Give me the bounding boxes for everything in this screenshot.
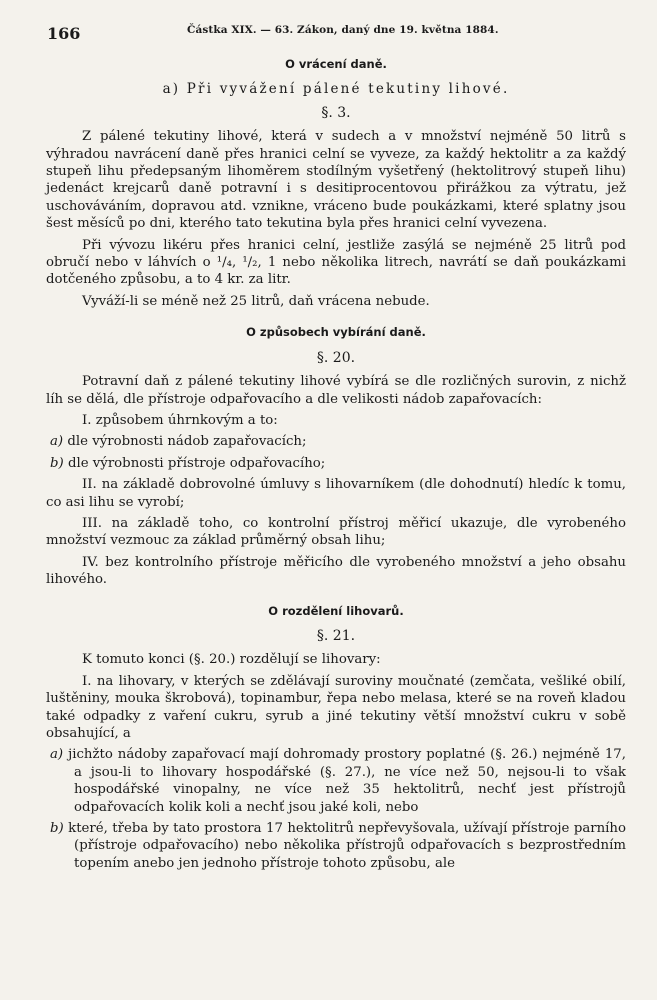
paragraph-number: §. 21. bbox=[316, 627, 356, 644]
page-body bbox=[46, 52, 626, 876]
paragraph: Vyváží-li se méně než 25 litrů, daň vrácena nebude. bbox=[82, 293, 430, 309]
sub-item-text: dle výrobnosti nádob zapařovacích; bbox=[67, 434, 307, 450]
sub-item-label: a) bbox=[50, 434, 64, 450]
subsection-title: a) Při vyvážení pálené tekutiny lihové. bbox=[162, 81, 510, 98]
sub-list-item bbox=[46, 746, 626, 816]
paragraph: K tomuto konci (§. 20.) rozdělují se lihovary: bbox=[82, 652, 381, 668]
page-header bbox=[47, 22, 627, 46]
sub-item-label: a) bbox=[50, 747, 64, 763]
sub-item-text: jichžto nádoby zapařovací mají dohromady prostory poplatné (§. 26.) nejméně 17, a jsou-li to lihovary hospodářské (§. 27.), ne více než 50, nejsou-li to však hospodářské vinopalny, ne více než 35 hektolitrů, nechť jest přístrojů odpařovacích kolik koli a nechť jsou jaké koli, nebo bbox=[68, 747, 626, 815]
sub-list-item bbox=[46, 820, 626, 872]
paragraph: Z pálené tekutiny lihové, která v sudech a v množství nejméně 50 litrů s výhradou navrácení daně přes hranici celní se vyveze, za každý hektolitr a za každý stupeň lihu předepsaným lihoměrem stodílným vyšetřený (hektolitrový stupeň lihu) jedenáct krejcarů daně potravní i s desitiprocentovou přirážkou za výtratu, jež uschováváním, dopravou atd. vznikne, vráceno bude poukázkami, které splatny jsou šest měsíců po dni, kterého tato tekutina byla přes hranici celní vyvezena. bbox=[46, 129, 626, 232]
page-number: 166 bbox=[47, 24, 81, 43]
paragraph: Při vývozu likéru přes hranici celní, jestliže zasýlá se nejméně 25 litrů pod obručí nebo v láhvích o ¹/₄, ¹/₂, 1 nebo několika litrech, navrátí se daň poukázkami dotčeného způsobu, a to 4 kr. za litr. bbox=[46, 237, 626, 288]
paragraph: Potravní daň z pálené tekutiny lihové vybírá se dle rozličných surovin, z nichž líh se dělá, dle přístroje odpařovacího a dle velikosti nádob zapařovacích: bbox=[46, 374, 626, 407]
running-head: Částka XIX. — 63. Zákon, daný dne 19. května 1884. bbox=[187, 24, 499, 36]
sub-item-label: b) bbox=[50, 455, 64, 471]
sub-list-item bbox=[46, 455, 626, 472]
list-item: III. na základě toho, co kontrolní přístroj měřicí ukazuje, dle vyrobeného množství vezmouc za základ průměrný obsah lihu; bbox=[46, 515, 626, 549]
section-title-rozdeleni: O rozdělení lihovarů. bbox=[268, 603, 404, 618]
list-item: II. na základě dobrovolné úmluvy s lihovarníkem (dle dohodnutí) hledíc k tomu, co asi lihu se vyrobí; bbox=[46, 477, 626, 510]
sub-item-label: b) bbox=[50, 821, 64, 837]
sub-item-text: které, třeba by tato prostora 17 hektolitrů nepřevyšovala, užívají přístroje parního (přístroje odpařovacího) nebo několika přístrojů odpařovacích s bezprostředním topením anebo jen jednoho přístroje tohoto způsobu, ale bbox=[68, 821, 626, 871]
sub-list-item bbox=[46, 433, 626, 450]
sub-item-text: dle výrobnosti přístroje odpařovacího; bbox=[67, 455, 326, 471]
section-title-vraceni: O vrácení daně. bbox=[285, 57, 387, 71]
paragraph-number: §. 20. bbox=[316, 349, 356, 366]
list-item: I. na lihovary, v kterých se zdělávají suroviny moučnaté (zemčata, vešliké obilí, luštěniny, mouka škrobová), topinambur, řepa nebo melasa, které se na roveň kladou také odpadky z vaření cukru, syrub a jiné tekutiny větší množství cukru v sobě obsahující, a bbox=[46, 673, 626, 741]
section-title-zpusoby: O způsobech vybírání daně. bbox=[246, 325, 426, 340]
list-item: I. způsobem úhrnkovým a to: bbox=[82, 412, 278, 428]
list-item: IV. bez kontrolního přístroje měřicího dle vyrobeného množství a jeho obsahu lihového. bbox=[46, 554, 626, 588]
paragraph-number: §. 3. bbox=[321, 104, 351, 121]
